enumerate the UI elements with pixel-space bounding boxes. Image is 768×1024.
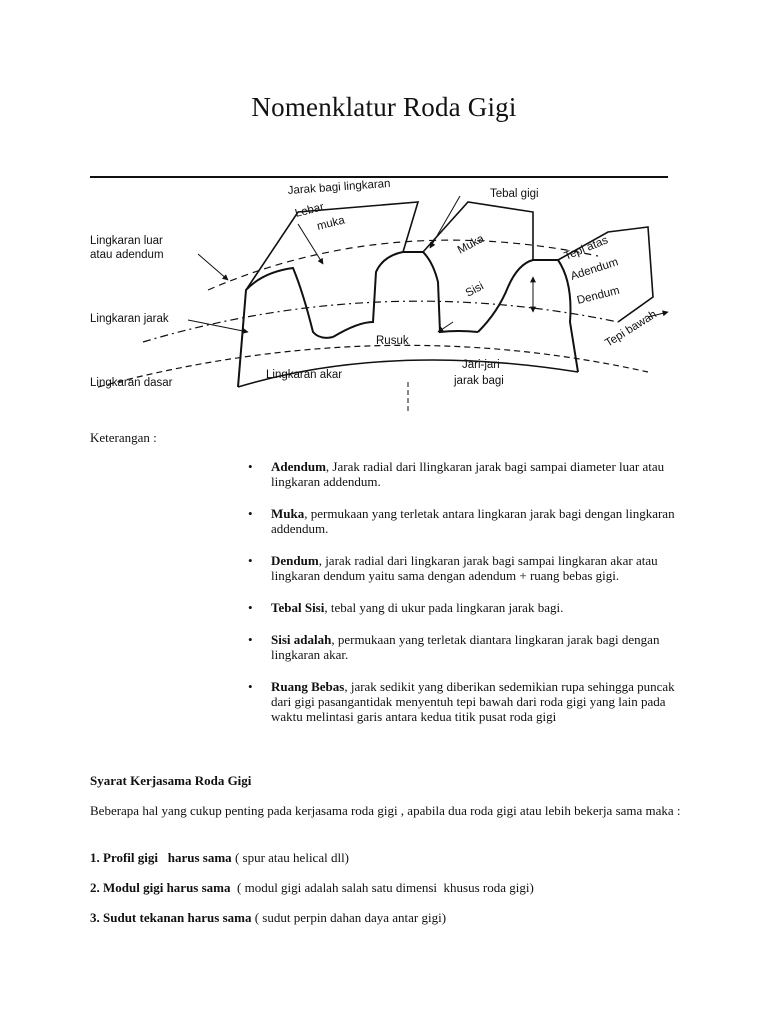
definition: Jarak radial dari llingkaran jarak bagi sampai diameter luar atau lingkaran addendum. bbox=[271, 459, 665, 489]
base-circle-arc bbox=[98, 345, 648, 387]
label-dendum: Dendum bbox=[575, 284, 621, 307]
bullet-icon: • bbox=[248, 679, 253, 694]
label-lingkaran-jarak: Lingkaran jarak bbox=[90, 313, 169, 325]
label-rusuk: Rusuk bbox=[376, 335, 409, 347]
label-lebar: Lebar bbox=[293, 201, 326, 220]
requirement-item: 1. Profil gigi harus sama ( spur atau helical dll) bbox=[90, 850, 350, 865]
label-tepi-bawah: Tepi bawah bbox=[603, 308, 659, 350]
gear-tooth-center bbox=[333, 252, 478, 337]
tooth-top-face-left bbox=[246, 202, 418, 290]
definition: tebal yang di ukur pada lingkaran jarak bagi. bbox=[327, 600, 564, 615]
addendum-circle-arc bbox=[208, 240, 598, 290]
label-jarak-bagi-lingkaran: Jarak bagi lingkaran bbox=[287, 177, 391, 197]
list-item: • Ruang Bebas, jarak sedikit yang diberikan sedemikian rupa sehingga puncak dari gigi pasangantidak menyentuh tepi bawah dari roda gigi yang lain pada waktu melintasi garis antara kedua titik pusat roda gigi bbox=[248, 679, 675, 724]
term: Dendum bbox=[271, 553, 319, 568]
term: Sisi adalah bbox=[271, 632, 332, 647]
list-item: • Tebal Sisi, tebal yang di ukur pada lingkaran jarak bagi. bbox=[248, 600, 564, 615]
bullet-icon: • bbox=[248, 632, 253, 647]
list-item: • Dendum, jarak radial dari lingkaran jarak bagi sampai lingkaran akar atau lingkaran dendum yaitu sama dengan adendum + ruang bebas gigi. bbox=[248, 553, 658, 583]
bullet-icon: • bbox=[248, 459, 253, 474]
label-jarak-bagi: jarak bagi bbox=[454, 375, 504, 387]
term-list bbox=[248, 459, 688, 741]
requirement-item: 2. Modul gigi harus sama ( modul gigi adalah salah satu dimensi khusus roda gigi) bbox=[90, 880, 534, 895]
bullet-icon: • bbox=[248, 506, 253, 521]
gear-tooth-right bbox=[478, 260, 578, 372]
list-item: • Adendum, Jarak radial dari llingkaran jarak bagi sampai diameter luar atau lingkaran addendum. bbox=[248, 459, 665, 489]
label-tebal-gigi: Tebal gigi bbox=[490, 188, 539, 200]
label-tepi-atas: Tepi atas bbox=[562, 234, 610, 263]
section-title: Syarat Kerjasama Roda Gigi bbox=[90, 773, 252, 788]
term: Tebal Sisi bbox=[271, 600, 325, 615]
definition: permukaan yang terletak diantara lingkaran jarak bagi dengan lingkaran akar. bbox=[271, 632, 660, 662]
definition: jarak sedikit yang diberikan sedemikian rupa sehingga puncak dari gigi pasangantidak menyentuh tepi bawah dari roda gigi yang lain pada waktu melintasi garis antara kedua titik pusat roda gigi bbox=[271, 679, 675, 724]
term: Adendum bbox=[271, 459, 326, 474]
bullet-icon: • bbox=[248, 600, 253, 615]
leader-line bbox=[188, 320, 248, 332]
label-atau-adendum: atau adendum bbox=[90, 249, 164, 261]
leader-line bbox=[198, 254, 228, 280]
label-muka: Muka bbox=[455, 232, 487, 257]
term: Muka bbox=[271, 506, 305, 521]
gear-nomenclature-diagram bbox=[88, 172, 670, 417]
label-lingkaran-luar: Lingkaran luar bbox=[90, 235, 163, 247]
label-jari-jari: Jari-jari bbox=[462, 359, 500, 371]
definition: permukaan yang terletak antara lingkaran jarak bagi dengan lingkaran addendum. bbox=[271, 506, 675, 536]
page-title: Nomenklatur Roda Gigi bbox=[251, 92, 517, 122]
list-item: • Muka, permukaan yang terletak antara lingkaran jarak bagi dengan lingkaran addendum. bbox=[248, 506, 675, 536]
label-lingkaran-dasar: Lingkaran dasar bbox=[90, 377, 173, 389]
intro-label: Keterangan : bbox=[90, 430, 157, 445]
label-lingkaran-akar: Lingkaran akar bbox=[266, 369, 343, 381]
label-sisi: Sisi bbox=[463, 280, 486, 300]
list-item: • Sisi adalah, permukaan yang terletak diantara lingkaran jarak bagi dengan lingkaran akar. bbox=[248, 632, 660, 662]
label-lebar-muka: muka bbox=[315, 214, 347, 233]
definition: jarak radial dari lingkaran jarak bagi sampai lingkaran akar atau lingkaran dendum yaitu sama dengan adendum + ruang bebas gigi. bbox=[271, 553, 658, 583]
requirement-item: 3. Sudut tekanan harus sama ( sudut perpin dahan daya antar gigi) bbox=[90, 910, 447, 925]
bullet-icon: • bbox=[248, 553, 253, 568]
label-adendum: Adendum bbox=[569, 256, 620, 283]
section-paragraph: Beberapa hal yang cukup penting pada kerjasama roda gigi , apabila dua roda gigi atau lebih bekerja sama maka : bbox=[90, 803, 681, 818]
term: Ruang Bebas bbox=[271, 679, 345, 694]
